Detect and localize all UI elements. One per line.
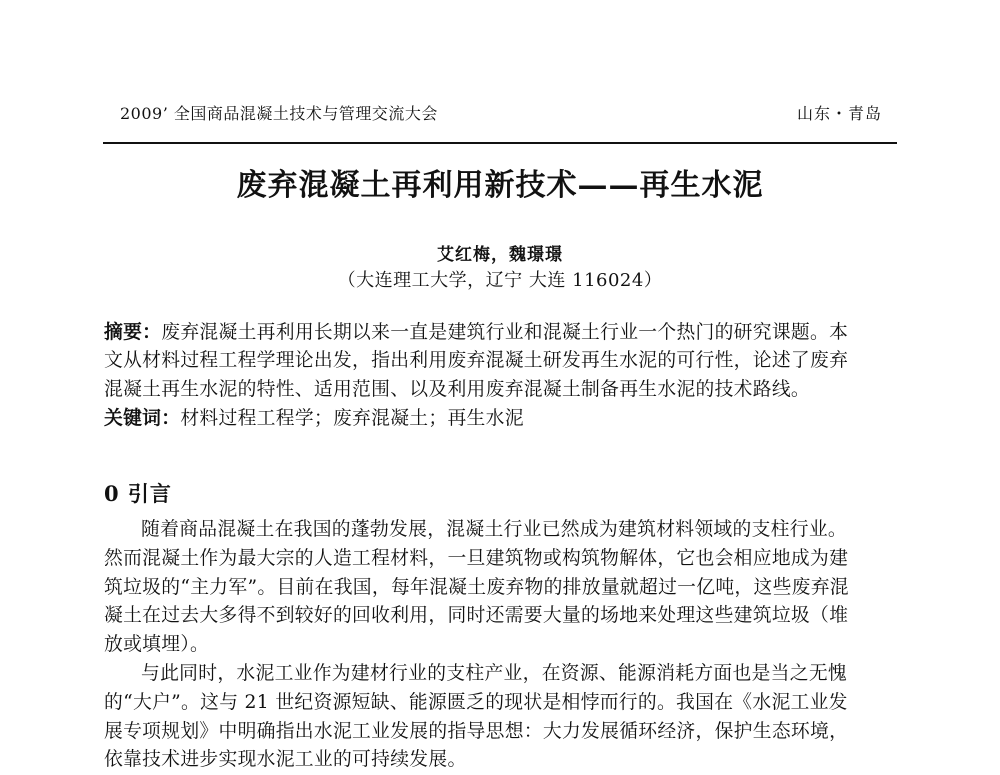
keywords-label: 关键词：: [104, 407, 181, 430]
text-line: 随着商品混凝土在我国的蓬勃发展，混凝土行业已然成为建筑材料领域的支柱行业。: [141, 519, 848, 540]
text-line: 筑垃圾的“主力军”。目前在我国，每年混凝土废弃物的排放量就超过一亿吨，这些废弃混: [104, 576, 849, 598]
body-paragraph-2: [104, 660, 896, 775]
text-line: 然而混凝土作为最大宗的人造工程材料，一旦建筑物或构筑物解体，它也会相应地成为建: [104, 547, 849, 569]
text-line: 放或填埋）。: [104, 634, 210, 656]
section-heading-introduction: 0 引言: [104, 481, 172, 506]
keywords-text: 材料过程工程学；废弃混凝土；再生水泥: [180, 408, 524, 430]
abstract-line: [104, 318, 896, 347]
text-line: 依靠技术进步实现水泥工业的可持续发展。: [104, 749, 467, 771]
paper-affiliation: （大连理工大学，辽宁 大连 116024）: [337, 270, 663, 291]
text-line: 的“大户”。这与 21 世纪资源短缺、能源匮乏的现状是相悖而行的。我国在《水泥工业发: [104, 691, 848, 713]
text-line: 展专项规划》中明确指出水泥工业发展的指导思想：大力发展循环经济，保护生态环境，: [104, 720, 849, 742]
abstract: [104, 318, 896, 433]
paper-title: 废弃混凝土再利用新技术——再生水泥: [236, 168, 764, 203]
body-paragraph-1: [104, 516, 896, 660]
paper-authors: 艾红梅，魏璟璟: [437, 245, 563, 265]
abstract-text: 废弃混凝土再利用长期以来一直是建筑行业和混凝土行业一个热门的研究课题。本: [161, 322, 849, 343]
running-header-location: 山东・青岛: [796, 104, 882, 123]
text-line: 凝土在过去大多得不到较好的回收利用，同时还需要大量的场地来处理这些建筑垃圾（堆: [104, 605, 849, 627]
header-rule: [103, 142, 897, 144]
running-header-conference: 2009’ 全国商品混凝土技术与管理交流大会: [120, 104, 438, 123]
abstract-line: 文从材料过程工程学理论出发，指出利用废弃混凝土研发再生水泥的可行性，论述了废弃: [104, 349, 849, 371]
keywords-line: [104, 404, 896, 433]
abstract-line: 混凝土再生水泥的特性、适用范围、以及利用废弃混凝土制备再生水泥的技术路线。: [104, 378, 811, 400]
text-line: 与此同时，水泥工业作为建材行业的支柱产业，在资源、能源消耗方面也是当之无愧: [141, 663, 848, 684]
abstract-label: 摘要：: [104, 321, 162, 343]
